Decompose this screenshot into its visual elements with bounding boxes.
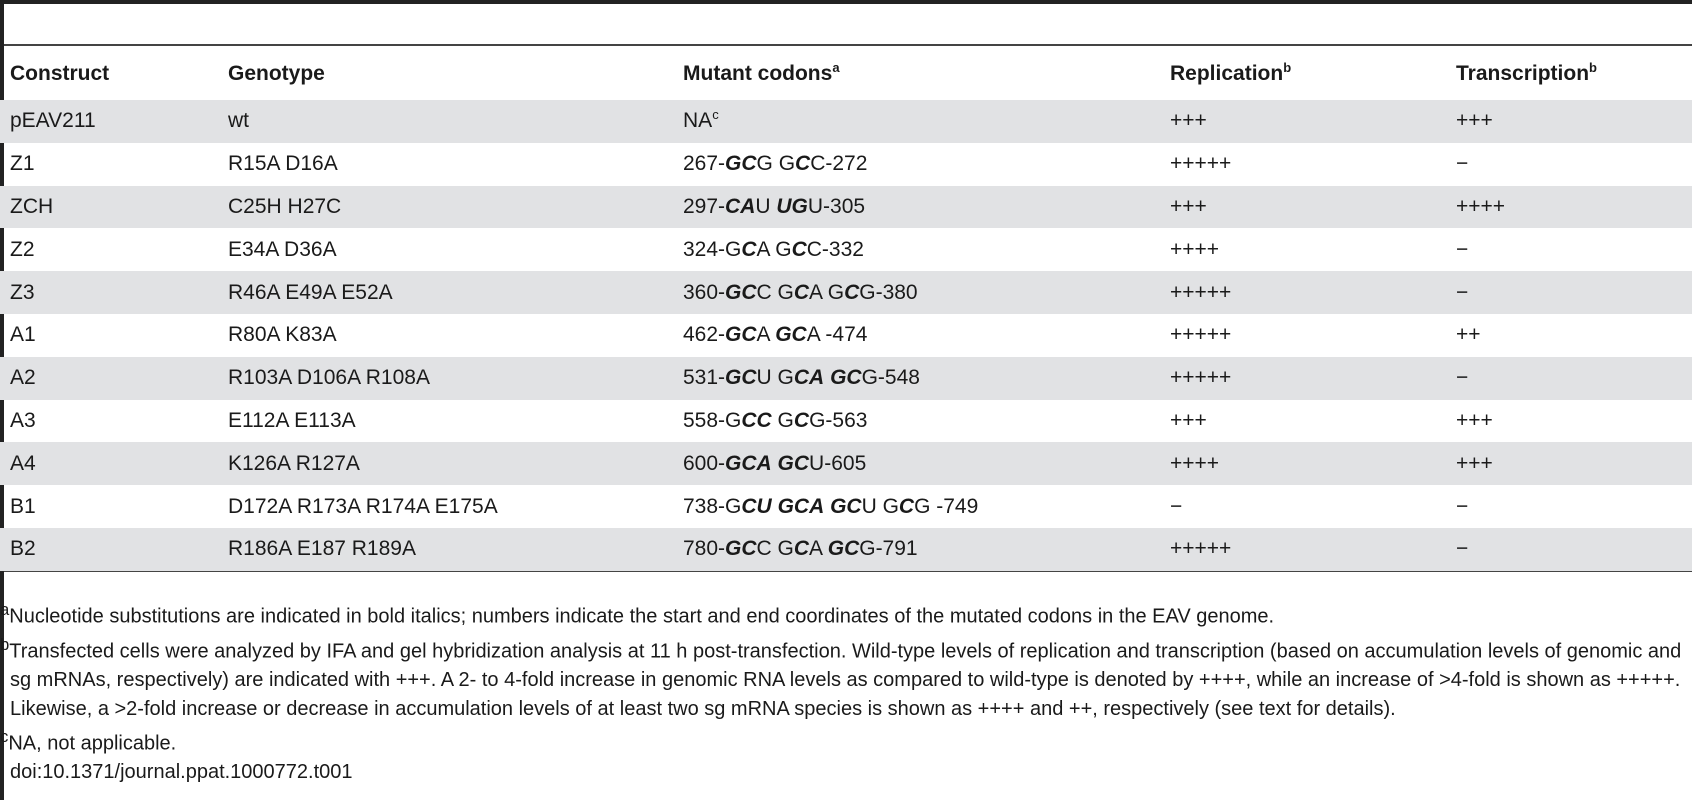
footnote-list	[0, 596, 1692, 758]
replication-cell: +++++	[1170, 323, 1232, 347]
replication-cell: +++++	[1160, 271, 1446, 314]
column-header-mutant-codons: Mutant codons$^a$	[683, 60, 840, 85]
replication-cell: +++++	[1160, 528, 1446, 571]
replication-cell: +++	[1160, 100, 1446, 143]
transcription-cell: −	[1456, 494, 1469, 518]
construct-cell: A2	[0, 357, 218, 400]
construct-cell: ZCH	[0, 186, 218, 229]
table-row	[0, 314, 1692, 357]
construct-cell: Z2	[10, 237, 35, 261]
replication-cell: ++++	[1170, 237, 1220, 261]
construct-cell: A4	[0, 442, 218, 485]
mutant-codons-cell: 600-GCA GCU-605	[673, 442, 1160, 485]
genotype-cell: C25H H27C	[218, 186, 673, 229]
doi-text: doi:10.1371/journal.ppat.1000772.t001	[10, 761, 353, 784]
construct-cell: Z3	[0, 271, 218, 314]
footnote-b: $^b$Transfected cells were analyzed by IFA and gel hybridization analysis at 11 h post-transfection. Wild-type levels of replication and transcription (based on accumulation levels of genomic and sg mRNAs, respectively) are indicated with +++. A 2- to 4-fold increase in genomic RNA levels as compared to wild-type is denoted by ++++, while an increase of >4-fold is shown as +++++. Likewise, a >2-fold increase or decrease in accumulation levels of at least two sg mRNA species is shown as ++++ and ++, respectively (see text for details).	[0, 635, 1682, 720]
table-row	[0, 143, 1692, 186]
column-header-replication: Replication$^b$	[1170, 60, 1292, 85]
construct-cell: A1	[10, 323, 36, 347]
genotype-cell: R15A D16A	[228, 152, 338, 176]
column-header-construct: Construct	[10, 62, 110, 85]
table-row	[0, 357, 1692, 400]
table-top-rule	[4, 44, 1692, 46]
genotype-cell: R103A D106A R108A	[218, 357, 673, 400]
transcription-cell: +++	[1446, 100, 1692, 143]
table-row	[0, 271, 1692, 314]
transcription-cell: −	[1446, 271, 1692, 314]
genotype-cell: R80A K83A	[228, 323, 337, 347]
table-footnotes	[0, 596, 1692, 787]
table-row	[0, 485, 1692, 528]
mutants-table	[0, 44, 1692, 571]
replication-cell: −	[1170, 494, 1183, 518]
replication-cell: ++++	[1160, 442, 1446, 485]
mutant-codons-cell: 360-GCC GCA GCG-380	[673, 271, 1160, 314]
replication-cell: +++	[1170, 408, 1207, 432]
replication-cell: +++	[1160, 186, 1446, 229]
mutant-codons-cell: 267-GCG GCC-272	[683, 152, 868, 176]
mutant-codons-cell: 780-GCC GCA GCG-791	[673, 528, 1160, 571]
transcription-cell: ++++	[1446, 186, 1692, 229]
table-row	[0, 100, 1692, 143]
footnote-c: $^c$NA, not applicable.	[0, 727, 177, 755]
transcription-cell: −	[1456, 237, 1469, 261]
table-header-row	[0, 44, 1692, 100]
genotype-cell: wt	[218, 100, 673, 143]
mutant-codons-cell: $NA^c$	[673, 100, 1160, 143]
table-bottom-rule	[4, 571, 1692, 572]
mutant-codons-cell: 531-GCU GCA GCG-548	[673, 357, 1160, 400]
replication-cell: +++++	[1160, 357, 1446, 400]
mutants-table-container	[0, 44, 1692, 571]
mutant-codons-cell: 558-GCC GCG-563	[683, 408, 868, 432]
transcription-cell: −	[1446, 357, 1692, 400]
transcription-cell: +++	[1456, 408, 1493, 432]
top-border-rule	[0, 0, 1692, 4]
genotype-cell: K126A R127A	[218, 442, 673, 485]
mutant-codons-cell: 324-GCA GCC-332	[683, 237, 864, 261]
mutant-codons-cell: 297-CAU UGU-305	[673, 186, 1160, 229]
construct-cell: B1	[10, 494, 36, 518]
genotype-cell: E34A D36A	[228, 237, 337, 261]
mutant-codons-cell: 738-GCU GCA GCU GCG -749	[683, 494, 979, 518]
column-header-transcription: Transcription$^b$	[1456, 60, 1597, 85]
construct-cell: pEAV211	[0, 100, 218, 143]
table-body	[0, 100, 1692, 571]
genotype-cell: D172A R173A R174A E175A	[228, 494, 498, 518]
genotype-cell: R46A E49A E52A	[218, 271, 673, 314]
transcription-cell: −	[1446, 528, 1692, 571]
construct-cell: Z1	[10, 152, 35, 176]
transcription-cell: ++	[1456, 323, 1481, 347]
table-row	[0, 186, 1692, 229]
transcription-cell: −	[1456, 152, 1469, 176]
construct-cell: A3	[10, 408, 36, 432]
replication-cell: +++++	[1170, 152, 1232, 176]
genotype-cell: E112A E113A	[228, 408, 356, 432]
table-row	[0, 442, 1692, 485]
footnote-a: $^a$Nucleotide substitutions are indicated in bold italics; numbers indicate the start and end coordinates of the mutated codons in the EAV genome.	[0, 600, 1275, 628]
genotype-cell: R186A E187 R189A	[218, 528, 673, 571]
table-row	[0, 400, 1692, 443]
mutant-codons-cell: 462-GCA GCA -474	[683, 323, 868, 347]
table-row	[0, 228, 1692, 271]
column-header-genotype: Genotype	[228, 62, 325, 85]
table-row	[0, 528, 1692, 571]
transcription-cell: +++	[1446, 442, 1692, 485]
construct-cell: B2	[0, 528, 218, 571]
